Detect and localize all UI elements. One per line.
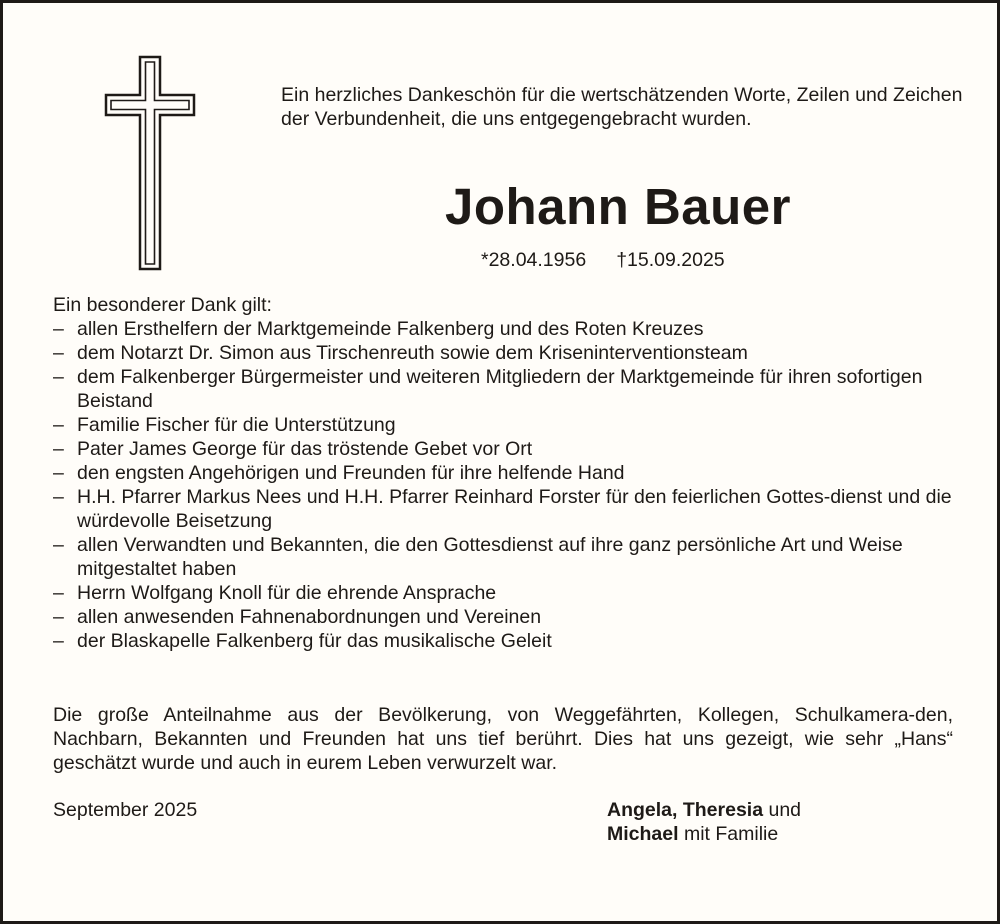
list-item	[53, 485, 958, 533]
signers-line-2	[607, 822, 801, 846]
list-item	[53, 629, 958, 653]
dash-bullet: –	[53, 486, 64, 508]
list-item	[53, 461, 958, 485]
closing-paragraph: Die große Anteilnahme aus der Bevölkerung, von Weggefährten, Kollegen, Schulkamera-den, Nachbarn, Bekannten und Freunden hat uns tief berührt. Dies hat uns gezeigt, wie sehr „Hans“ geschätzt wurde und auch in eurem Leben verwurzelt war.	[53, 704, 953, 774]
signers	[607, 798, 801, 846]
signature-date: September 2025	[53, 799, 198, 821]
list-item	[53, 365, 958, 413]
list-item-text: der Blaskapelle Falkenberg für das musikalische Geleit	[77, 630, 552, 652]
list-item	[53, 341, 958, 365]
list-item-text: H.H. Pfarrer Markus Nees und H.H. Pfarrer Reinhard Forster für den feierlichen Gottes-dienst und die würdevolle Beisetzung	[77, 486, 952, 532]
list-item	[53, 413, 958, 437]
deceased-name: Johann Bauer	[444, 178, 792, 235]
dash-bullet: –	[53, 414, 64, 436]
signer-family: mit Familie	[683, 823, 779, 845]
list-item-text: Herrn Wolfgang Knoll für die ehrende Ansprache	[77, 582, 497, 604]
dash-bullet: –	[53, 366, 64, 388]
birth-date: *28.04.1956	[481, 249, 587, 271]
dash-bullet: –	[53, 318, 64, 340]
signer-names: Angela, Theresia	[607, 799, 764, 821]
list-item-text: allen Verwandten und Bekannten, die den Gottesdienst auf ihre ganz persönliche Art und Weise mitgestaltet haben	[77, 534, 903, 580]
list-item	[53, 317, 958, 341]
list-item-text: allen anwesenden Fahnenabordnungen und Vereinen	[77, 606, 542, 628]
list-item-text: Pater James George für das tröstende Gebet vor Ort	[77, 438, 533, 460]
signer-name: Michael	[607, 823, 679, 845]
list-item-text: den engsten Angehörigen und Freunden für ihre helfende Hand	[77, 462, 625, 484]
list-item-text: Familie Fischer für die Unterstützung	[77, 414, 396, 436]
death-date: †15.09.2025	[616, 249, 725, 271]
dash-bullet: –	[53, 582, 64, 604]
dash-bullet: –	[53, 606, 64, 628]
list-item	[53, 533, 958, 581]
list-item-text: dem Falkenberger Bürgermeister und weiteren Mitgliedern der Marktgemeinde für ihren sofortigen Beistand	[77, 366, 923, 412]
list-item-text: allen Ersthelfern der Marktgemeinde Falkenberg und des Roten Kreuzes	[77, 318, 704, 340]
list-item-text: dem Notarzt Dr. Simon aus Tirschenreuth sowie dem Kriseninterventionsteam	[77, 342, 748, 364]
latin-cross-icon	[103, 55, 197, 271]
list-item	[53, 437, 958, 461]
dash-bullet: –	[53, 342, 64, 364]
intro-text: Ein herzliches Dankeschön für die wertschätzenden Worte, Zeilen und Zeichen der Verbundenheit, die uns entgegengebracht wurden.	[281, 84, 963, 130]
thanks-list	[53, 317, 958, 653]
dash-bullet: –	[53, 438, 64, 460]
list-item	[53, 581, 958, 605]
signer-and: und	[768, 799, 802, 821]
dash-bullet: –	[53, 462, 64, 484]
thanks-heading: Ein besonderer Dank gilt:	[53, 294, 272, 316]
dash-bullet: –	[53, 630, 64, 652]
dash-bullet: –	[53, 534, 64, 556]
list-item	[53, 605, 958, 629]
life-dates	[481, 248, 725, 272]
signers-line-1	[607, 798, 801, 822]
